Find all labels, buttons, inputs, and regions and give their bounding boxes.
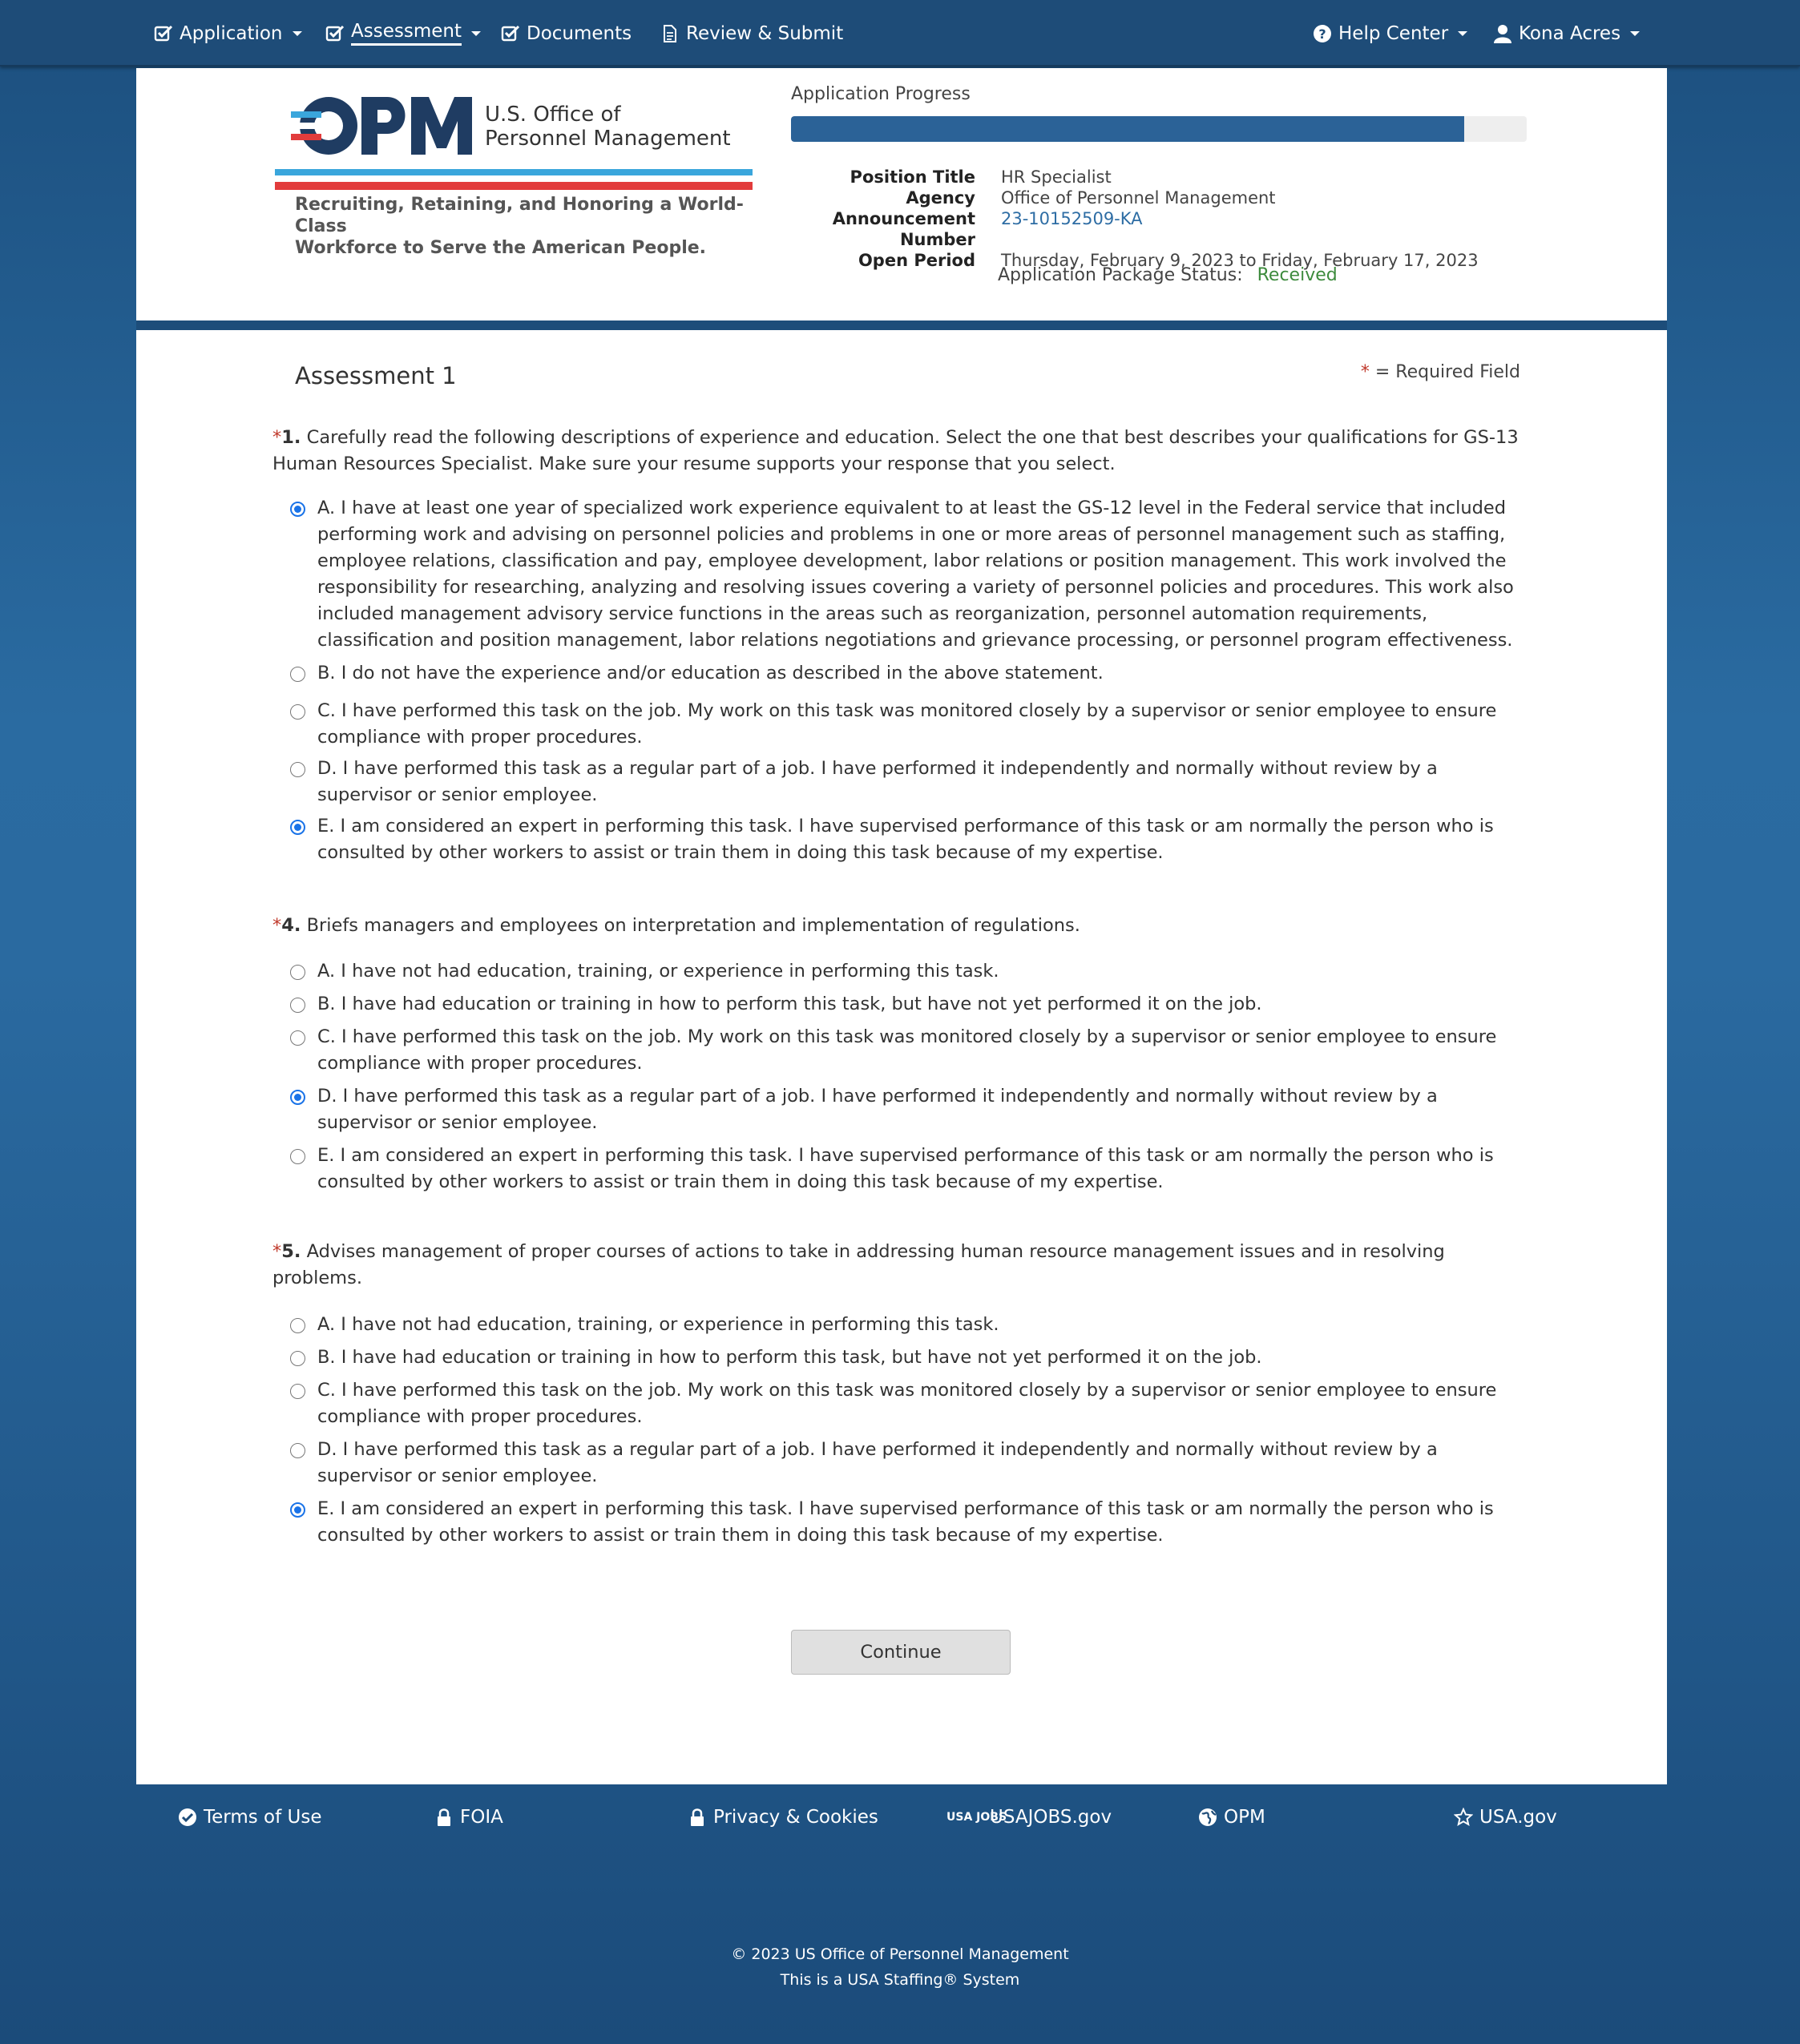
radio-button[interactable]: [290, 1030, 305, 1046]
nav-assessment-label: Assessment: [351, 21, 462, 46]
status-value: Received: [1257, 265, 1338, 285]
footer-opm-label: OPM: [1224, 1807, 1265, 1828]
info-key: Announcement Number: [832, 209, 975, 249]
progress-bar: [791, 116, 1527, 142]
document-icon: [660, 24, 680, 43]
radio-option-q4-e[interactable]: [282, 1143, 1532, 1195]
question-prompt: Briefs managers and employees on interpretation and implementation of regulations.: [301, 915, 1080, 936]
radio-option-q4-c[interactable]: [282, 1024, 1532, 1077]
check-circle-icon: [178, 1808, 197, 1827]
logo-agency-line1: U.S. Office of: [485, 103, 621, 127]
radio-button[interactable]: [290, 965, 305, 980]
user-icon: [1493, 24, 1512, 43]
continue-button[interactable]: Continue: [791, 1630, 1011, 1675]
lock-icon: [688, 1808, 707, 1827]
info-key: Open Period: [858, 251, 975, 270]
nav-help-label: Help Center: [1338, 22, 1449, 44]
option-label: E. I am considered an expert in performing this task. I have supervised performance of this task or am normally the person who is consulted by other workers to assist or train them in doing this task because of my expertise.: [317, 1498, 1494, 1546]
info-value: Thursday, February 9, 2023 to Friday, February 17, 2023: [1001, 251, 1479, 270]
radio-button[interactable]: [290, 1090, 305, 1105]
footer-foia-link[interactable]: [434, 1804, 503, 1830]
logo-tagline: [295, 194, 776, 259]
footer-terms-label: Terms of Use: [204, 1807, 322, 1828]
option-label: B. I have had education or training in how to perform this task, but have not yet performed it on the job.: [317, 994, 1262, 1014]
chevron-down-icon: [1458, 31, 1467, 36]
chevron-down-icon: [1630, 31, 1640, 36]
option-label: B. I have had education or training in how to perform this task, but have not yet performed it on the job.: [317, 1347, 1262, 1368]
required-note-text: = Required Field: [1369, 362, 1520, 382]
radio-option-q5-d[interactable]: [282, 1437, 1532, 1490]
progress-label: Application Progress: [791, 84, 971, 104]
radio-option-q4-b[interactable]: [282, 991, 1532, 1018]
progress-bar-fill: [791, 116, 1464, 142]
checkbox-checked-icon: [154, 24, 173, 43]
nav-application-label: Application: [180, 22, 283, 44]
question-prompt: Carefully read the following descriptions of experience and education. Select the one that best describes your qualifications for GS-13 Human Resources Specialist. Make sure your resume supports your response that you select.: [272, 427, 1519, 474]
question-number: 1.: [281, 427, 301, 448]
option-label: B. I do not have the experience and/or education as described in the above statement.: [317, 663, 1104, 683]
package-status: [998, 265, 1338, 285]
checkbox-checked-icon: [325, 24, 345, 43]
footer-privacy-label: Privacy & Cookies: [713, 1807, 878, 1828]
chevron-down-icon: [293, 31, 302, 36]
nav-review-label: Review & Submit: [686, 22, 844, 44]
position-info: [791, 167, 1479, 271]
top-nav: [0, 0, 1800, 67]
radio-option-q1-d[interactable]: [282, 756, 1532, 808]
radio-button[interactable]: [290, 1384, 305, 1399]
radio-option-q5-e[interactable]: [282, 1496, 1532, 1549]
radio-option-q1-b[interactable]: [282, 660, 1532, 687]
question-circle-icon: [1313, 24, 1332, 43]
radio-button[interactable]: [290, 998, 305, 1013]
footer-usagov-label: USA.gov: [1479, 1807, 1557, 1828]
assessment-form: [136, 330, 1667, 1784]
question-1: [272, 425, 1532, 866]
radio-button[interactable]: [290, 1443, 305, 1458]
radio-button[interactable]: [290, 762, 305, 777]
nav-assessment[interactable]: [325, 0, 481, 67]
radio-button[interactable]: [290, 502, 305, 517]
radio-option-q1-e[interactable]: [282, 813, 1532, 866]
star-icon: [1454, 1808, 1473, 1827]
radio-option-q4-a[interactable]: [282, 958, 1532, 985]
info-key: Agency: [906, 188, 975, 208]
question-prompt: Advises management of proper courses of actions to take in addressing human resource management issues and in resolving problems.: [272, 1241, 1445, 1288]
info-value: Office of Personnel Management: [1001, 188, 1276, 208]
nav-review-submit[interactable]: [660, 0, 843, 67]
radio-button[interactable]: [290, 704, 305, 720]
nav-application[interactable]: [154, 0, 302, 67]
option-label: D. I have performed this task as a regular part of a job. I have performed it independently and normally without review by a supervisor or senior employee.: [317, 758, 1438, 805]
question-number: 5.: [281, 1241, 301, 1262]
question-4: [272, 913, 1532, 1195]
info-row-agency: [791, 187, 1479, 208]
usajobs-icon: USA JOBS: [946, 1810, 1007, 1824]
lock-icon: [434, 1808, 454, 1827]
nav-help-center[interactable]: [1313, 0, 1467, 67]
radio-button[interactable]: [290, 1351, 305, 1366]
footer-foia-label: FOIA: [460, 1807, 503, 1828]
footer-usajobs-label: USAJOBS.gov: [990, 1807, 1112, 1828]
required-field-note: [1361, 362, 1520, 382]
radio-option-q1-c[interactable]: [282, 698, 1532, 751]
checkbox-checked-icon: [501, 24, 520, 43]
status-label: Application Package Status:: [998, 265, 1243, 285]
question-number: 4.: [281, 915, 301, 936]
option-label: C. I have performed this task on the job. My work on this task was monitored closely by a supervisor or senior employee to ensure compliance with proper procedures.: [317, 1380, 1497, 1427]
required-star: *: [272, 915, 282, 936]
radio-option-q5-c[interactable]: [282, 1377, 1532, 1430]
nav-user-label: Kona Acres: [1519, 22, 1621, 44]
option-label: D. I have performed this task as a regular part of a job. I have performed it independently and normally without review by a supervisor or senior employee.: [317, 1439, 1438, 1486]
radio-option-q5-b[interactable]: [282, 1345, 1532, 1371]
chevron-down-icon: [471, 31, 481, 36]
radio-button[interactable]: [290, 1149, 305, 1164]
option-label: C. I have performed this task on the job. My work on this task was monitored closely by a supervisor or senior employee to ensure compliance with proper procedures.: [317, 1026, 1497, 1074]
info-value: HR Specialist: [1001, 167, 1112, 187]
option-label: C. I have performed this task on the job. My work on this task was monitored closely by a supervisor or senior employee to ensure compliance with proper procedures.: [317, 700, 1497, 748]
svg-text:?: ?: [1318, 26, 1326, 42]
question-5: [272, 1239, 1532, 1549]
footer-opm-link[interactable]: [1198, 1804, 1265, 1830]
info-row-announcement: [791, 208, 1479, 250]
info-row-position: [791, 167, 1479, 187]
option-label: A. I have not had education, training, or experience in performing this task.: [317, 961, 999, 982]
nav-documents-label: Documents: [527, 22, 632, 44]
required-star: *: [272, 427, 282, 448]
required-star: *: [272, 1241, 282, 1262]
footer-privacy-link[interactable]: [688, 1804, 878, 1830]
radio-button[interactable]: [290, 1318, 305, 1333]
application-header: [136, 68, 1667, 321]
footer-usagov-link[interactable]: [1454, 1804, 1557, 1830]
radio-button[interactable]: [290, 667, 305, 682]
option-label: A. I have at least one year of specialized work experience equivalent to at least the GS-12 level in the Federal service that included performing work and advising on personnel policies and problems in one or more areas of personnel management such as staffing, employee relations, classification and pay, employee development, labor relations or position management. This work involved the responsibility for researching, analyzing and resolving issues covering a variety of personnel policies and procedures. This work also included management advisory service functions in the areas such as reorganization, personnel automation requirements, classification and position management, labor relations negotiations and grievance processing, or personnel program effectiveness.: [317, 498, 1514, 651]
question-text: [272, 1239, 1532, 1292]
tagline-line1: Recruiting, Retaining, and Honoring a World-Class: [295, 195, 744, 236]
required-star: *: [1360, 362, 1370, 382]
copyright-text: © 2023 US Office of Personnel Management: [731, 1945, 1069, 1963]
radio-option-q5-a[interactable]: [282, 1312, 1532, 1338]
option-label: E. I am considered an expert in performing this task. I have supervised performance of this task or am normally the person who is consulted by other workers to assist or train them in doing this task because of my expertise.: [317, 1145, 1494, 1192]
tagline-line2: Workforce to Serve the American People.: [295, 238, 707, 258]
page-title: Assessment 1: [295, 362, 457, 389]
header-divider: [136, 321, 1667, 330]
nav-user-menu[interactable]: [1493, 0, 1640, 67]
announcement-link[interactable]: 23-10152509-KA: [1001, 209, 1143, 228]
radio-button[interactable]: [290, 820, 305, 835]
footer-usajobs-link[interactable]: [946, 1804, 1112, 1830]
question-text: [272, 913, 1532, 939]
logo-agency-line2: Personnel Management: [485, 127, 731, 151]
radio-option-q4-d[interactable]: [282, 1083, 1532, 1136]
nav-documents[interactable]: [501, 0, 632, 67]
globe-icon: [1198, 1808, 1217, 1827]
radio-button[interactable]: [290, 1502, 305, 1518]
radio-option-q1-a[interactable]: [282, 495, 1532, 654]
option-label: A. I have not had education, training, or experience in performing this task.: [317, 1314, 999, 1335]
footer-terms-link[interactable]: [178, 1804, 322, 1830]
option-label: D. I have performed this task as a regular part of a job. I have performed it independently and normally without review by a supervisor or senior employee.: [317, 1086, 1438, 1133]
option-label: E. I am considered an expert in performing this task. I have supervised performance of this task or am normally the person who is consulted by other workers to assist or train them in doing this task because of my expertise.: [317, 816, 1494, 863]
question-text: [272, 425, 1532, 478]
info-key: Position Title: [850, 167, 975, 187]
system-note: This is a USA Staffing® System: [780, 1971, 1020, 1989]
